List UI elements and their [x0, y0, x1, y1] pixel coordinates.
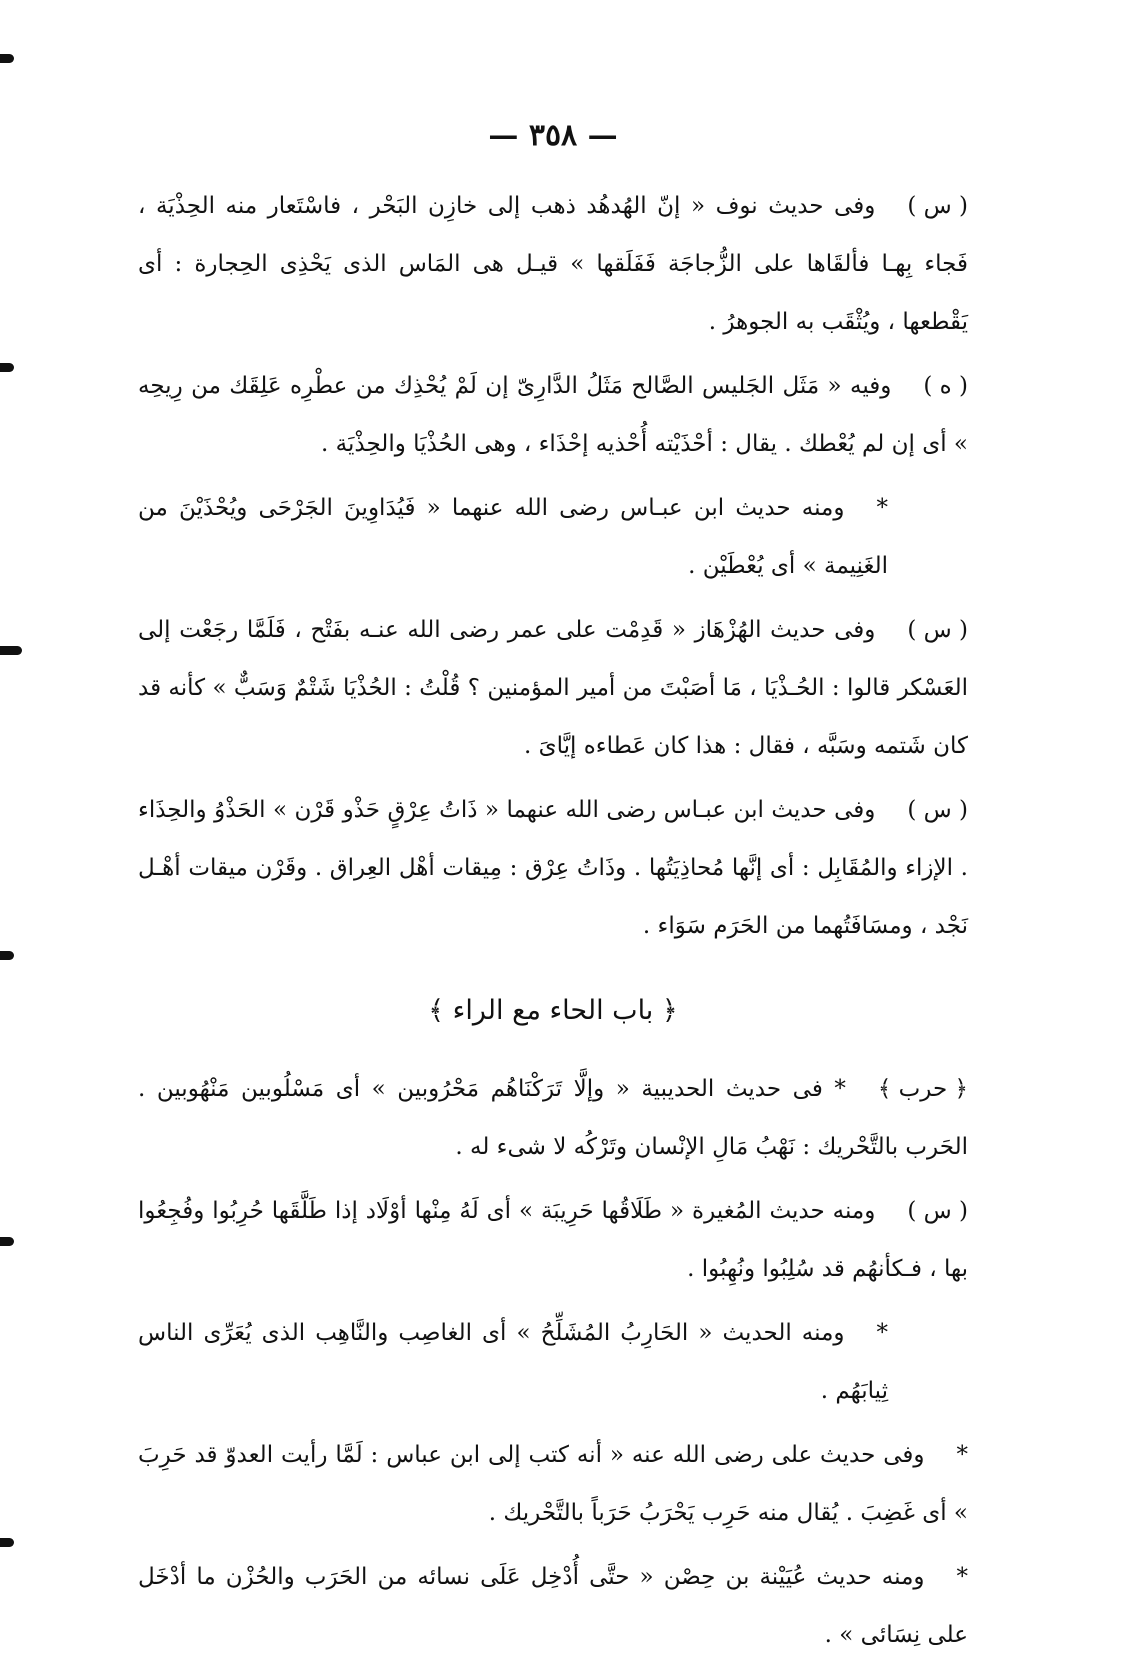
- entry-paragraph: [138, 177, 968, 351]
- entry-tag: *: [956, 1564, 968, 1590]
- entry-text: * فى حديث الحديبية « وإلَّا تَرَكْنَاهُم مَحْرُوبين » أى مَسْلُوبين مَنْهُوبين . الحَرب بالتَّحْريك : نَهْبُ مَالِ الإنْسان وتَرْكُه لا شىء له .: [138, 1076, 968, 1160]
- page-edge-mark-5: [0, 1237, 14, 1246]
- entry-text: وفيه « مَثَل الجَليس الصَّالح مَثَلُ الدَّارِىّ إن لَمْ يُحْذِك من عطْرِه عَلِقَك من رِيحِه » أى إن لم يُعْطك . يقال : أحْذَيْته أُحْذيه إحْذَاء ، وهى الحُذْيَا والحِذْيَة .: [138, 373, 968, 457]
- entry-tag: *: [956, 1442, 968, 1468]
- entry-paragraph: [138, 479, 968, 595]
- entry-tag: ( ه ): [923, 373, 968, 399]
- page-edge-mark-6: [0, 1538, 14, 1547]
- page-edge-mark-2: [0, 363, 14, 372]
- entry-paragraph: [138, 1304, 968, 1420]
- entry-paragraph: [138, 357, 968, 473]
- entry-tag: ( س ): [907, 1198, 968, 1224]
- page-edge-mark-3: [0, 646, 22, 655]
- entry-paragraph: [138, 1426, 968, 1542]
- entries-after: [138, 1060, 968, 1664]
- entry-text: وفى حديث على رضى الله عنه « أنه كتب إلى ابن عباس : لَمَّا رأيت العدوّ قد حَرِبَ » أى غَضِبَ . يُقال منه حَرِب يَحْرَبُ حَرَباً بالتَّحْريك .: [138, 1442, 968, 1526]
- entry-tag: ( س ): [907, 797, 968, 823]
- entry-text: وفى حديث نوف « إنّ الهُدهُد ذهب إلى خازِن البَحْر ، فاسْتَعار منه الحِذْيَة ، فَجاء بِهـا فألقَاها على الزُّجاجَة فَفَلَقها » قيـل هى المَاس الذى يَحْذِى الحِجارة : أى يَقْطعها ، ويُثْقَب به الجوهرُ .: [138, 193, 968, 335]
- entry-text: ومنه الحديث « الحَارِبُ المُشَلِّحُ » أى الغاصِب والنَّاهِب الذى يُعَرِّى الناس ثِيابَهُم .: [138, 1320, 888, 1404]
- entry-tag: ( س ): [907, 193, 968, 219]
- entry-paragraph: [138, 781, 968, 955]
- entry-tag: *: [876, 1320, 888, 1346]
- entry-paragraph: [138, 1060, 968, 1176]
- entry-paragraph: [138, 1548, 968, 1664]
- page-number: — ٣٥٨ —: [488, 118, 618, 153]
- entry-tag: ( س ): [907, 617, 968, 643]
- entry-text: وفى حديث ابن عبـاس رضى الله عنهما « ذَاتُ عِرْقٍ حَذْو قَرْن » الحَذْوُ والحِذَاء . الإزاء والمُقَابِل : أى إنَّها مُحاذِيَتُها . وذَاتُ عِرْق : مِيقات أهْل العِراق . وقَرْن ميقات أهْـل نَجْد ، ومسَافَتُهما من الحَرَم سَوَاء .: [138, 797, 968, 939]
- page-edge-mark-1: [0, 54, 14, 63]
- entry-text: ومنه حديث المُغيرة « طَلَاقُها حَرِيبَة » أى لَهُ مِنْها أوْلَاد إذا طَلَّقَها حُرِبُوا وفُجِعُوا بها ، فـكأنهُم قد سُلِبُوا ونُهِبُوا .: [138, 1198, 968, 1282]
- entries-before: [138, 177, 968, 955]
- document-page: [138, 118, 968, 1670]
- entry-paragraph: [138, 601, 968, 775]
- section-title: ﴿ باب الحاء مع الراء ﴾: [428, 995, 678, 1026]
- entry-tag: *: [876, 495, 888, 521]
- entry-text: وفى حديث الهُزْهَاز « قَدِمْت على عمر رضى الله عنـه بفَتْح ، فَلَمَّا رجَعْت إلى العَسْكر قالوا : الحُـذْيَا ، مَا أصَبْتَ من أمير المؤمنين ؟ قُلْتُ : الحُذْيَا شَتْمٌ وَسَبٌّ » كأنه قد كان شَتمه وسَبَّه ، فقال : هذا كان عَطاءه إيَّاىَ .: [138, 617, 968, 759]
- page-edge-mark-4: [0, 951, 14, 960]
- entry-text: ومنه حديث عُيَيْنة بن حِصْن « حتَّى أُدْخِل عَلَى نسائه من الحَرَب والحُزْن ما أدْخَل على نِسَائى » .: [138, 1564, 968, 1648]
- entry-paragraph: [138, 1182, 968, 1298]
- entry-text: ومنه حديث ابن عبـاس رضى الله عنهما « فَيُدَاوِينَ الجَرْحَى ويُحْذَيْنَ من الغَنِيمة » أى يُعْطَيْن .: [138, 495, 888, 579]
- entry-tag: ﴿ حرب ﴾: [877, 1076, 968, 1102]
